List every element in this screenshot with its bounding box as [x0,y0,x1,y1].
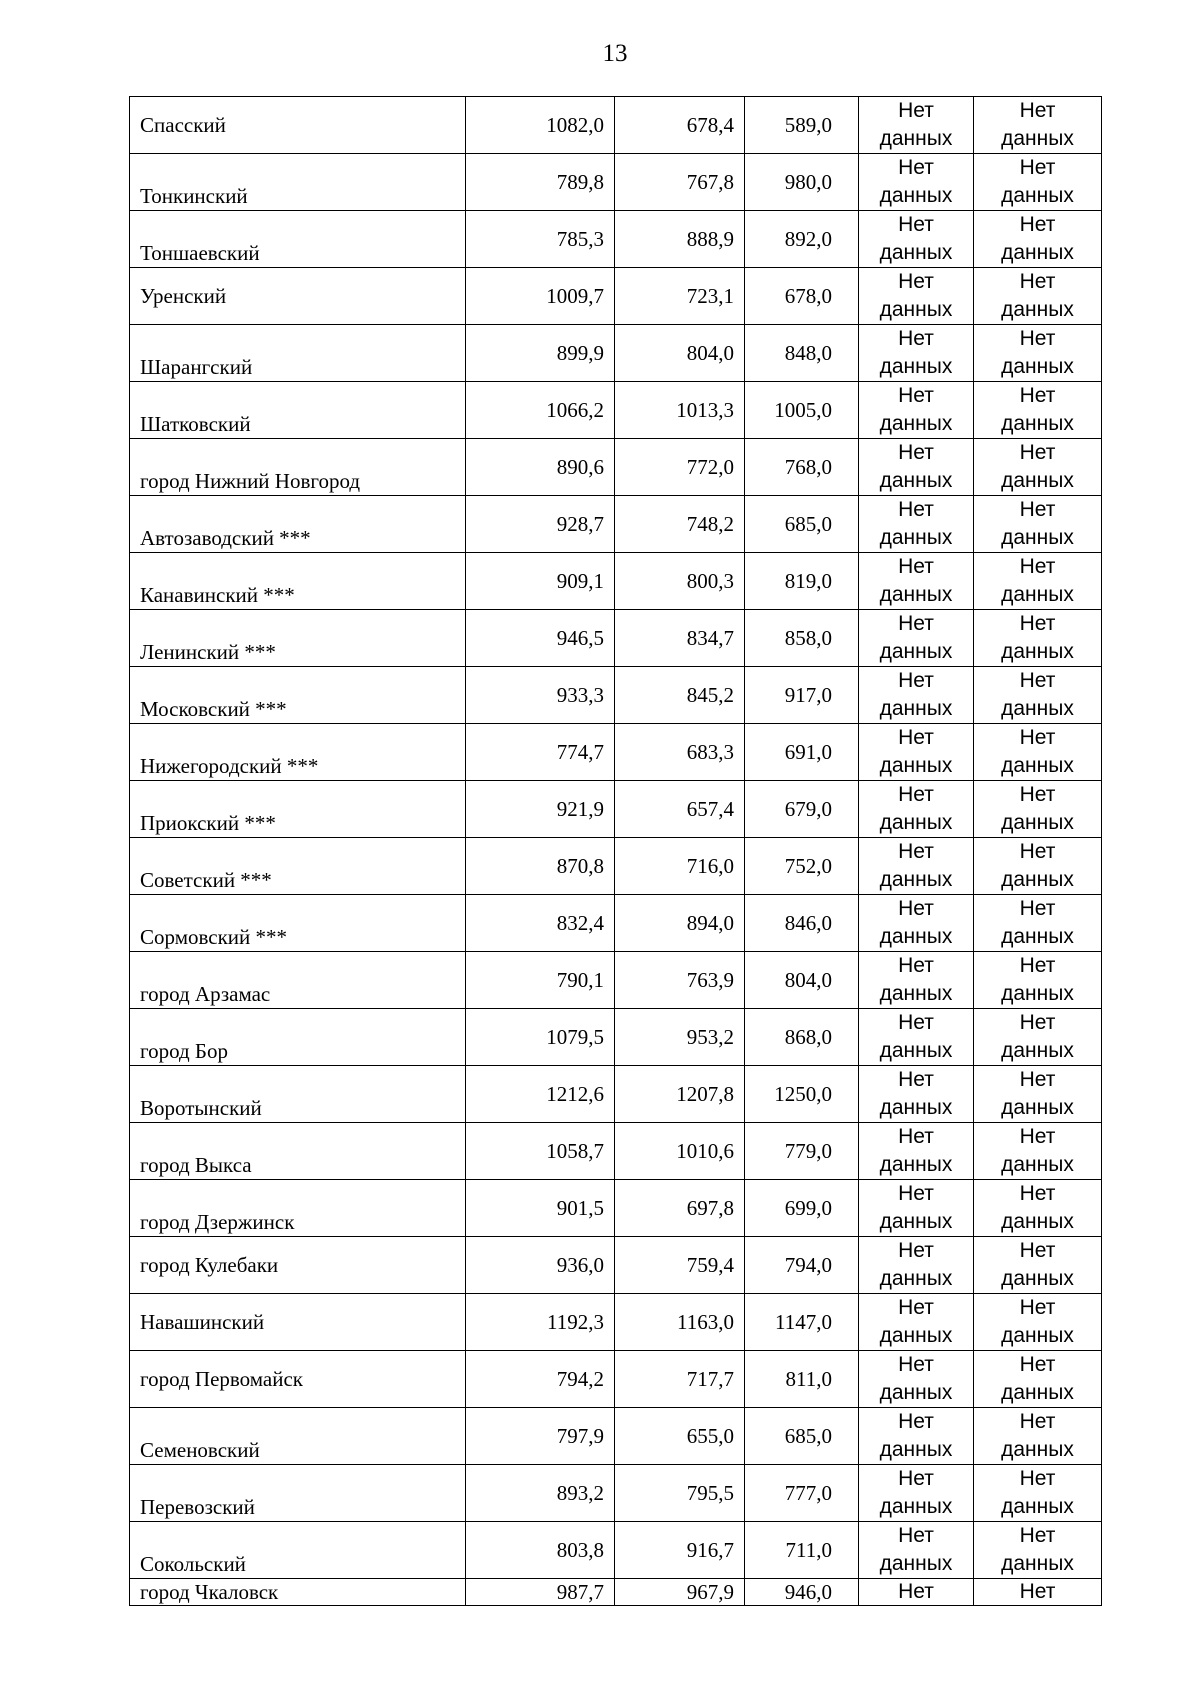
no-data-cell [974,154,1102,211]
no-data-line1: Нет [898,1239,934,1262]
table-row [130,1408,1102,1465]
no-data-line1: Нет [1019,1011,1056,1034]
no-data-line2: данных [879,1210,953,1233]
no-data-line1: Нет [898,384,934,407]
value-col-2: 772,0 [615,439,745,496]
value-col-1: 901,5 [466,1180,615,1237]
district-name: Сокольский [130,1522,466,1579]
no-data-line1: Нет [898,498,934,521]
no-data-line1: Нет [898,555,934,578]
value-col-1: 909,1 [466,553,615,610]
no-data-line2: данных [1001,583,1074,606]
value-col-1: 946,5 [466,610,615,667]
value-col-3: 794,0 [745,1237,859,1294]
value-col-3: 699,0 [745,1180,859,1237]
table-row [130,838,1102,895]
value-col-1: 789,8 [466,154,615,211]
table-row [130,895,1102,952]
table-row [130,1009,1102,1066]
no-data-line1: Нет [1019,669,1056,692]
no-data-cell [859,382,974,439]
no-data-cell [974,211,1102,268]
value-col-3: 691,0 [745,724,859,781]
district-name: Уренский [130,268,466,325]
value-col-1: 1082,0 [466,97,615,154]
value-col-2: 804,0 [615,325,745,382]
table-row [130,382,1102,439]
no-data-cell [859,496,974,553]
district-name: Навашинский [130,1294,466,1351]
no-data-line2: данных [1001,526,1074,549]
value-col-3: 917,0 [745,667,859,724]
table-row [130,439,1102,496]
value-col-1: 797,9 [466,1408,615,1465]
no-data-line2: данных [1001,1438,1074,1461]
no-data-line1: Нет [898,669,934,692]
table-row [130,496,1102,553]
no-data-cell [974,439,1102,496]
value-col-1: 1066,2 [466,382,615,439]
no-data-cell [974,781,1102,838]
district-name: город Кулебаки [130,1237,466,1294]
table-row [130,268,1102,325]
no-data-line1: Нет [898,1182,934,1205]
value-col-3: 1147,0 [745,1294,859,1351]
no-data-cell [859,553,974,610]
no-data-line1: Нет [1019,1467,1056,1490]
district-name: Воротынский [130,1066,466,1123]
no-data-cell [974,325,1102,382]
value-col-3: 892,0 [745,211,859,268]
no-data-line1: Нет [1019,783,1056,806]
no-data-line1: Нет [1019,384,1056,407]
value-col-1: 832,4 [466,895,615,952]
no-data-line1: Нет [898,783,934,806]
district-name: город Выкса [130,1123,466,1180]
no-data-line1: Нет [1019,897,1056,920]
district-name: Спасский [130,97,466,154]
no-data-cell [974,1066,1102,1123]
no-data-cell [974,1579,1102,1606]
no-data-cell [859,325,974,382]
district-name: город Бор [130,1009,466,1066]
value-col-3: 858,0 [745,610,859,667]
no-data-line2: данных [1001,1381,1074,1404]
no-data-line2: данных [1001,127,1074,150]
value-col-2: 916,7 [615,1522,745,1579]
no-data-line1: Нет [1019,498,1056,521]
value-col-1: 893,2 [466,1465,615,1522]
no-data-line2: данных [879,811,953,834]
value-col-2: 723,1 [615,268,745,325]
value-col-2: 1010,6 [615,1123,745,1180]
no-data-line1: Нет [1019,840,1056,863]
table-row [130,211,1102,268]
no-data-cell [974,952,1102,1009]
no-data-cell [859,610,974,667]
value-col-1: 1058,7 [466,1123,615,1180]
value-col-1: 1212,6 [466,1066,615,1123]
district-name: Канавинский *** [130,553,466,610]
table-row [130,1294,1102,1351]
district-name: Тонкинский [130,154,466,211]
no-data-line2: данных [879,1324,953,1347]
value-col-1: 774,7 [466,724,615,781]
value-col-1: 1079,5 [466,1009,615,1066]
district-name: Шарангский [130,325,466,382]
value-col-3: 711,0 [745,1522,859,1579]
no-data-line2: данных [879,982,953,1005]
no-data-cell [974,1465,1102,1522]
no-data-line2: данных [1001,1210,1074,1233]
value-col-1: 987,7 [466,1579,615,1606]
no-data-line2: данных [879,754,953,777]
value-col-3: 679,0 [745,781,859,838]
district-name: Московский *** [130,667,466,724]
no-data-line1: Нет [1019,612,1056,635]
no-data-line2: данных [879,127,953,150]
no-data-line2: данных [1001,868,1074,891]
no-data-line2: данных [879,1381,953,1404]
value-col-2: 697,8 [615,1180,745,1237]
no-data-cell [859,895,974,952]
no-data-cell [859,1180,974,1237]
no-data-cell [974,1522,1102,1579]
district-name: город Арзамас [130,952,466,1009]
table-row [130,1237,1102,1294]
table-row [130,1123,1102,1180]
district-name: Семеновский [130,1408,466,1465]
value-col-2: 759,4 [615,1237,745,1294]
no-data-cell [974,838,1102,895]
no-data-line1: Нет [898,1296,934,1319]
value-col-2: 716,0 [615,838,745,895]
no-data-line2: данных [879,526,953,549]
value-col-1: 803,8 [466,1522,615,1579]
value-col-3: 777,0 [745,1465,859,1522]
no-data-cell [859,268,974,325]
table-body [130,97,1102,1606]
no-data-cell [974,667,1102,724]
district-name: город Нижний Новгород [130,439,466,496]
no-data-line1: Нет [1019,555,1056,578]
table-row [130,97,1102,154]
no-data-line1: Нет [1019,1353,1056,1376]
no-data-cell [859,1408,974,1465]
no-data-cell [974,1009,1102,1066]
no-data-line2: данных [879,1552,953,1575]
no-data-cell [974,895,1102,952]
value-col-2: 748,2 [615,496,745,553]
no-data-line2: данных [879,1096,953,1119]
no-data-line2: данных [879,925,953,948]
no-data-line2: данных [1001,1096,1074,1119]
no-data-cell [859,1351,974,1408]
value-col-1: 928,7 [466,496,615,553]
no-data-line2: данных [879,1267,953,1290]
value-col-1: 890,6 [466,439,615,496]
no-data-line2: данных [1001,469,1074,492]
no-data-line2: данных [879,640,953,663]
value-col-2: 1013,3 [615,382,745,439]
value-col-3: 946,0 [745,1579,859,1606]
value-col-3: 819,0 [745,553,859,610]
no-data-cell [859,781,974,838]
value-col-3: 779,0 [745,1123,859,1180]
no-data-line1: Нет [898,840,934,863]
value-col-1: 794,2 [466,1351,615,1408]
table-row [130,781,1102,838]
no-data-line1: Нет [898,327,934,350]
table-row [130,724,1102,781]
no-data-cell [974,610,1102,667]
no-data-line1: Нет [898,156,934,179]
no-data-cell [974,382,1102,439]
no-data-cell [859,667,974,724]
no-data-line1: Нет [1019,1580,1056,1603]
value-col-1: 933,3 [466,667,615,724]
no-data-cell [859,952,974,1009]
value-col-2: 1207,8 [615,1066,745,1123]
no-data-cell [859,1066,974,1123]
no-data-line1: Нет [898,1467,934,1490]
no-data-line2: данных [879,355,953,378]
no-data-line1: Нет [1019,1410,1056,1433]
value-col-1: 899,9 [466,325,615,382]
no-data-line1: Нет [898,1011,934,1034]
no-data-line1: Нет [898,1068,934,1091]
no-data-line1: Нет [1019,213,1056,236]
table-row [130,1351,1102,1408]
no-data-line1: Нет [898,1125,934,1148]
no-data-line1: Нет [1019,270,1056,293]
value-col-2: 767,8 [615,154,745,211]
no-data-line2: данных [1001,697,1074,720]
value-col-3: 868,0 [745,1009,859,1066]
no-data-line1: Нет [1019,1125,1056,1148]
value-col-3: 589,0 [745,97,859,154]
value-col-3: 768,0 [745,439,859,496]
no-data-line2: данных [1001,298,1074,321]
no-data-cell [859,211,974,268]
no-data-line1: Нет [1019,99,1056,122]
table-row [130,553,1102,610]
district-name: Приокский *** [130,781,466,838]
no-data-line2: данных [879,1438,953,1461]
no-data-cell [974,1123,1102,1180]
value-col-1: 1192,3 [466,1294,615,1351]
no-data-line2: данных [879,469,953,492]
no-data-cell [974,1408,1102,1465]
no-data-line2: данных [1001,184,1074,207]
no-data-cell [859,1237,974,1294]
no-data-line1: Нет [898,612,934,635]
value-col-2: 894,0 [615,895,745,952]
no-data-cell [859,1294,974,1351]
no-data-line1: Нет [1019,1524,1056,1547]
no-data-line2: данных [1001,925,1074,948]
table-row [130,154,1102,211]
no-data-cell [859,439,974,496]
table-row-last [130,1579,1102,1606]
no-data-cell [974,1180,1102,1237]
value-col-2: 834,7 [615,610,745,667]
district-name: город Дзержинск [130,1180,466,1237]
no-data-line2: данных [879,184,953,207]
table-row [130,1465,1102,1522]
no-data-line2: данных [1001,1495,1074,1518]
no-data-line2: данных [1001,811,1074,834]
value-col-2: 678,4 [615,97,745,154]
no-data-line1: Нет [898,1353,934,1376]
value-col-2: 1163,0 [615,1294,745,1351]
no-data-line1: Нет [898,99,934,122]
no-data-line1: Нет [898,1580,934,1603]
no-data-cell [859,724,974,781]
value-col-1: 785,3 [466,211,615,268]
value-col-1: 790,1 [466,952,615,1009]
no-data-line2: данных [1001,241,1074,264]
no-data-line2: данных [1001,982,1074,1005]
no-data-line1: Нет [1019,726,1056,749]
value-col-3: 1005,0 [745,382,859,439]
no-data-cell [859,97,974,154]
district-name: Сормовский *** [130,895,466,952]
value-col-3: 846,0 [745,895,859,952]
no-data-cell [859,1123,974,1180]
no-data-line2: данных [1001,1267,1074,1290]
no-data-line2: данных [879,412,953,435]
table-row [130,325,1102,382]
value-col-1: 936,0 [466,1237,615,1294]
no-data-line1: Нет [898,270,934,293]
no-data-line1: Нет [898,954,934,977]
value-col-3: 848,0 [745,325,859,382]
no-data-cell [859,838,974,895]
district-name: Нижегородский *** [130,724,466,781]
page-number: 13 [602,40,628,67]
value-col-2: 683,3 [615,724,745,781]
no-data-cell [859,1579,974,1606]
value-col-3: 752,0 [745,838,859,895]
no-data-line2: данных [1001,1324,1074,1347]
value-col-2: 800,3 [615,553,745,610]
no-data-cell [859,1522,974,1579]
data-table [129,96,1102,1606]
no-data-line2: данных [1001,1039,1074,1062]
district-name: Перевозский [130,1465,466,1522]
value-col-2: 657,4 [615,781,745,838]
value-col-1: 1009,7 [466,268,615,325]
value-col-3: 1250,0 [745,1066,859,1123]
table-row [130,667,1102,724]
value-col-1: 870,8 [466,838,615,895]
table-row [130,1180,1102,1237]
no-data-cell [974,1294,1102,1351]
no-data-line1: Нет [1019,156,1056,179]
no-data-line1: Нет [898,726,934,749]
no-data-line1: Нет [1019,954,1056,977]
value-col-3: 685,0 [745,1408,859,1465]
no-data-line2: данных [1001,1153,1074,1176]
no-data-line2: данных [1001,355,1074,378]
value-col-2: 888,9 [615,211,745,268]
no-data-cell [974,496,1102,553]
no-data-line2: данных [1001,754,1074,777]
no-data-line1: Нет [898,213,934,236]
value-col-3: 685,0 [745,496,859,553]
no-data-cell [859,1009,974,1066]
table-row [130,610,1102,667]
district-name: Ленинский *** [130,610,466,667]
no-data-cell [974,1351,1102,1408]
table-row [130,1522,1102,1579]
no-data-line2: данных [879,241,953,264]
value-col-2: 763,9 [615,952,745,1009]
no-data-line2: данных [879,298,953,321]
no-data-line1: Нет [1019,1182,1056,1205]
value-col-2: 845,2 [615,667,745,724]
no-data-line1: Нет [898,1524,934,1547]
district-name: Автозаводский *** [130,496,466,553]
no-data-cell [974,1237,1102,1294]
no-data-line2: данных [1001,412,1074,435]
no-data-line2: данных [1001,640,1074,663]
no-data-line1: Нет [1019,327,1056,350]
no-data-line1: Нет [898,441,934,464]
no-data-line1: Нет [898,897,934,920]
value-col-1: 921,9 [466,781,615,838]
no-data-cell [974,97,1102,154]
value-col-2: 717,7 [615,1351,745,1408]
no-data-line2: данных [1001,1552,1074,1575]
district-name: город Первомайск [130,1351,466,1408]
value-col-2: 967,9 [615,1579,745,1606]
value-col-2: 795,5 [615,1465,745,1522]
no-data-line1: Нет [1019,1068,1056,1091]
no-data-line2: данных [879,1495,953,1518]
no-data-cell [859,154,974,211]
no-data-cell [974,268,1102,325]
district-name: Шатковский [130,382,466,439]
district-name: город Чкаловск [130,1579,466,1606]
no-data-line2: данных [879,583,953,606]
no-data-line2: данных [879,1039,953,1062]
no-data-line1: Нет [1019,1239,1056,1262]
no-data-line2: данных [879,697,953,720]
table-row [130,1066,1102,1123]
value-col-3: 804,0 [745,952,859,1009]
value-col-2: 953,2 [615,1009,745,1066]
value-col-3: 980,0 [745,154,859,211]
no-data-line1: Нет [898,1410,934,1433]
no-data-line1: Нет [1019,1296,1056,1319]
table-row [130,952,1102,1009]
no-data-line2: данных [879,868,953,891]
value-col-2: 655,0 [615,1408,745,1465]
district-name: Советский *** [130,838,466,895]
no-data-line2: данных [879,1153,953,1176]
value-col-3: 678,0 [745,268,859,325]
value-col-3: 811,0 [745,1351,859,1408]
no-data-cell [974,553,1102,610]
district-name: Тоншаевский [130,211,466,268]
no-data-cell [859,1465,974,1522]
no-data-line1: Нет [1019,441,1056,464]
no-data-cell [974,724,1102,781]
